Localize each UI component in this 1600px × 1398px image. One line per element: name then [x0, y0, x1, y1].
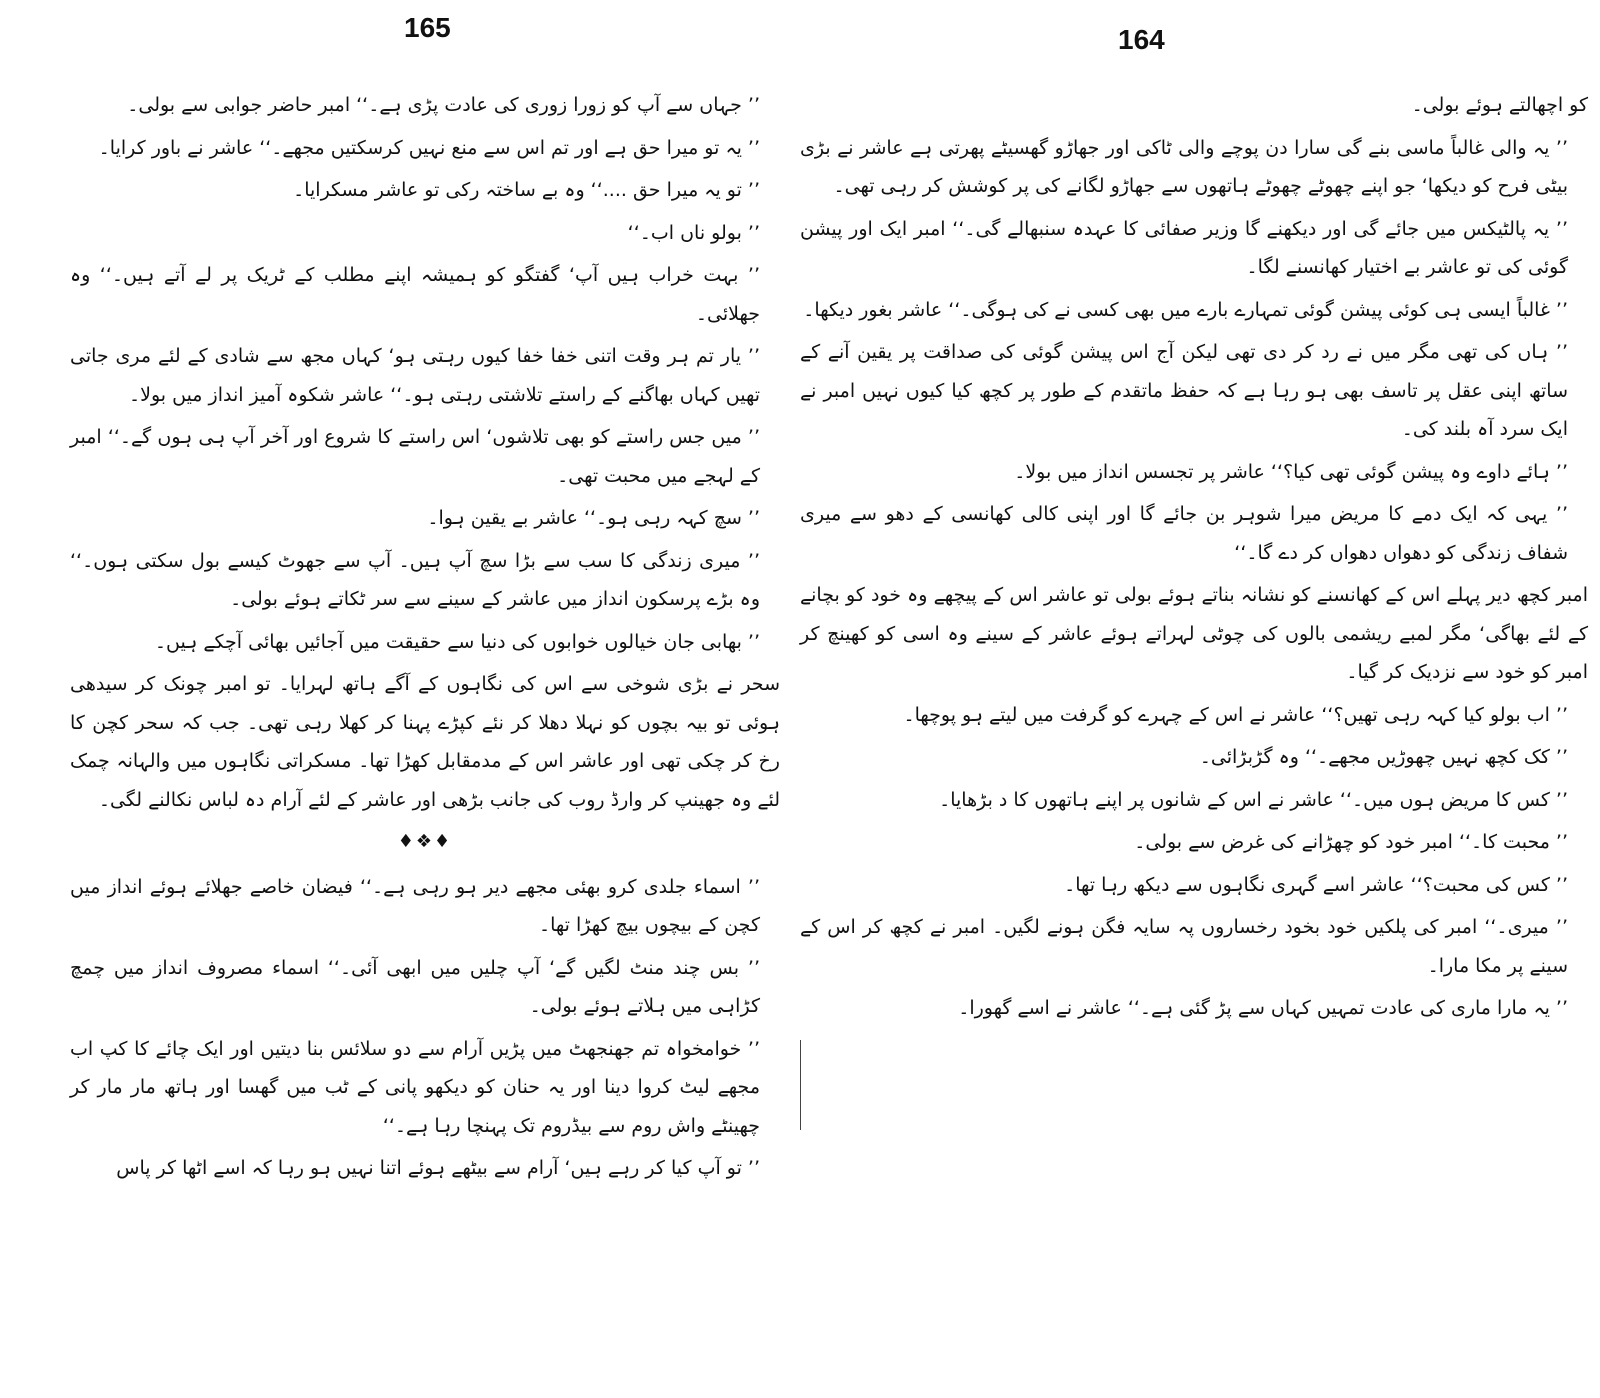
paragraph: ’’ میری۔‘‘ امبر کی پلکیں خود بخود رخساروں پہ سایہ فگن ہونے لگیں۔ امبر نے کچھ کر اس کے سینے پر مکا مارا۔ [800, 916, 1568, 977]
paragraph: ’’ یہ تو میرا حق ہے اور تم اس سے منع نہیں کرسکتیں مجھے۔‘‘ عاشر نے باور کرایا۔ [98, 136, 760, 159]
paragraph: ’’ کک کچھ نہیں چھوڑیں مجھے۔‘‘ وہ گڑبڑائی۔ [1199, 746, 1568, 768]
paragraph: ’’ کس کا مریض ہوں میں۔‘‘ عاشر نے اس کے شانوں پر اپنے ہاتھوں کا د بڑھایا۔ [939, 788, 1568, 811]
paragraph: ’’ غالباً ایسی ہی کوئی پیشن گوئی تمہارے بارے میں بھی کسی نے کی ہوگی۔‘‘ عاشر بغور دیکھا۔ [803, 298, 1568, 321]
paragraph: سحر نے بڑی شوخی سے اس کی نگاہوں کے آگے ہاتھ لہرایا۔ تو امبر چونک کر سیدھی ہوئی تو بیہ بچوں کو نہلا دھلا کر نئے کپڑے پہنا کر کھلا رہی تھی۔ جب کہ سحر کچن کا رخ کر چکی تھی اور عاشر اس کے مدمقابل کھڑا تھا۔ مسکراتی نگاہوں میں والہانہ چمک لئے وہ جھینپ کر وارڈ روب کی جانب بڑھی اور عاشر کے لئے آرام دہ لباس نکالنے لگی۔ [70, 673, 780, 811]
paragraph: ’’ بھابی جان خیالوں خوابوں کی دنیا سے حقیقت میں آجائیں بھائی آچکے ہیں۔ [154, 630, 760, 653]
right-page-text [800, 86, 1588, 1032]
paragraph: ’’ اب بولو کیا کہہ رہی تھیں؟‘‘ عاشر نے اس کے چہرے کو گرفت میں لیتے ہو پوچھا۔ [903, 703, 1568, 726]
paragraph: ’’ یہ پالٹیکس میں جائے گی اور دیکھنے گا وزیر صفائی کا عہدہ سنبھالے گی۔‘‘ امبر ایک اور پیشن گوئی کی تو عاشر بے اختیار کھانسنے لگا۔ [800, 217, 1569, 278]
paragraph: ’’ جہاں سے آپ کو زورا زوری کی عادت پڑی ہے۔‘‘ امبر حاضر جوابی سے بولی۔ [127, 94, 760, 116]
paragraph: ’’ کس کی محبت؟‘‘ عاشر اسے گہری نگاہوں سے دیکھ رہا تھا۔ [1064, 873, 1568, 896]
page-number: 164 [1118, 24, 1165, 55]
paragraph: امبر کچھ دیر پہلے اس کے کھانسنے کو نشانہ بناتے ہوئے بولی تو عاشر اس کے پیچھے وہ خود کو بچانے کے لئے بھاگی‘ مگر لمبے ریشمی بالوں کی چوٹی لہراتے ہوئے عاشر کے سینے وہ اسی کو کھینچ کر امبر کو خود سے نزدیک کر گیا۔ [800, 584, 1588, 683]
paragraph: ’’ بس چند منٹ لگیں گے‘ آپ چلیں میں ابھی آئی۔‘‘ اسماء مصروف انداز میں چمچ کڑاہی میں ہلاتے ہوئے بولی۔ [70, 956, 760, 1017]
paragraph: ’’ تو آپ کیا کر رہے ہیں‘ آرام سے بیٹھے ہوئے اتنا نہیں ہو رہا کہ اسے اٹھا کر پاس [116, 1157, 760, 1179]
right-page [800, 0, 1600, 1398]
paragraph: ’’ ہاں کی تھی مگر میں نے رد کر دی تھی لیکن آج اس پیشن گوئی کی صداقت پر یقین آنے کے ساتھ اپنی عقل پر تاسف بھی ہو رہا ہے کہ حفظ ماتقدم کے طور پر کچھ کیا کیوں نہیں امبر نے ایک سرد آہ بلند کی۔ [800, 341, 1568, 440]
paragraph: ’’ میری زندگی کا سب سے بڑا سچ آپ ہیں۔ آپ سے جھوٹ کیسے بول سکتی ہوں۔‘‘ وہ بڑے پرسکون انداز میں عاشر کے سینے سے سر ٹکاتے ہوئے بولی۔ [70, 549, 760, 610]
paragraph: ’’ اسماء جلدی کرو بھئی مجھے دیر ہو رہی ہے۔‘‘ فیضان خاصے جھلائے ہوئے انداز میں کچن کے بیچوں بیچ کھڑا تھا۔ [70, 875, 760, 936]
paragraph: ’’ یہ مارا ماری کی عادت تمہیں کہاں سے پڑ گئی ہے۔‘‘ عاشر نے اسے گھورا۔ [958, 997, 1568, 1019]
paragraph: ’’ میں جس راستے کو بھی تلاشوں‘ اس راستے کا شروع اور آخر آپ ہی ہوں گے۔‘‘ امبر کے لہجے میں محبت تھی۔ [70, 426, 760, 487]
paragraph: ’’ ہائے داوے وہ پیشن گوئی تھی کیا؟‘‘ عاشر پر تجسس انداز میں بولا۔ [1014, 460, 1568, 483]
paragraph: ’’ یہ والی غالباً ماسی بنے گی سارا دن پوچے والی ٹاکی اور جھاڑو گھسیٹے پھرتی ہے عاشر نے بڑی بیٹی فرح کو دیکھا‘ جو اپنے چھوٹے چھوٹے ہاتھوں سے جھاڑو لگانے کی پر کوشش کر رہی تھی۔ [800, 136, 1568, 197]
paragraph: ’’ یہی کہ ایک دمے کا مریض میرا شوہر بن جائے گا اور اپنی کالی کھانسی کے دھو سے میری شفاف زندگی کو دھواں دھواں کر دے گا۔‘‘ [800, 503, 1568, 564]
paragraph: ’’ یار تم ہر وقت اتنی خفا خفا کیوں رہتی ہو‘ کہاں مجھ سے شادی کے لئے مری جاتی تھیں کہاں بھاگنے کے راستے تلاشتی رہتی ہو۔‘‘ عاشر شکوہ آمیز انداز میں بولا۔ [70, 345, 760, 406]
paragraph: ’’ بولو ناں اب۔‘‘ [627, 221, 760, 244]
paragraph: کو اچھالتے ہوئے بولی۔ [1411, 94, 1588, 116]
left-page-text [70, 86, 780, 1192]
paragraph: ’’ سچ کہہ رہی ہو۔‘‘ عاشر بے یقین ہوا۔ [427, 507, 760, 529]
gutter-divider [800, 1040, 801, 1130]
paragraph: ’’ بہت خراب ہیں آپ‘ گفتگو کو ہمیشہ اپنے مطلب کے ٹریک پر لے آتے ہیں۔‘‘ وہ جھلائی۔ [70, 264, 760, 325]
paragraph: ’’ خوامخواہ تم جھنجھٹ میں پڑیں آرام سے دو سلائس بنا دیتیں اور ایک چائے کا کپ اب مجھے لیٹ کروا دینا اور یہ حنان کو دیکھو پانی کے ٹب میں گھسا اور ہاتھ مار مار کر چھینٹے واش روم سے بیڈروم تک پہنچا رہا ہے۔‘‘ [70, 1037, 760, 1137]
paragraph: ’’ محبت کا۔‘‘ امبر خود کو چھڑانے کی غرض سے بولی۔ [1134, 831, 1568, 853]
page-number: 165 [404, 12, 451, 43]
paragraph: ’’ تو یہ میرا حق ....‘‘ وہ بے ساختہ رکی تو عاشر مسکرایا۔ [293, 179, 760, 201]
section-separator: ♦❖♦ [397, 831, 453, 852]
